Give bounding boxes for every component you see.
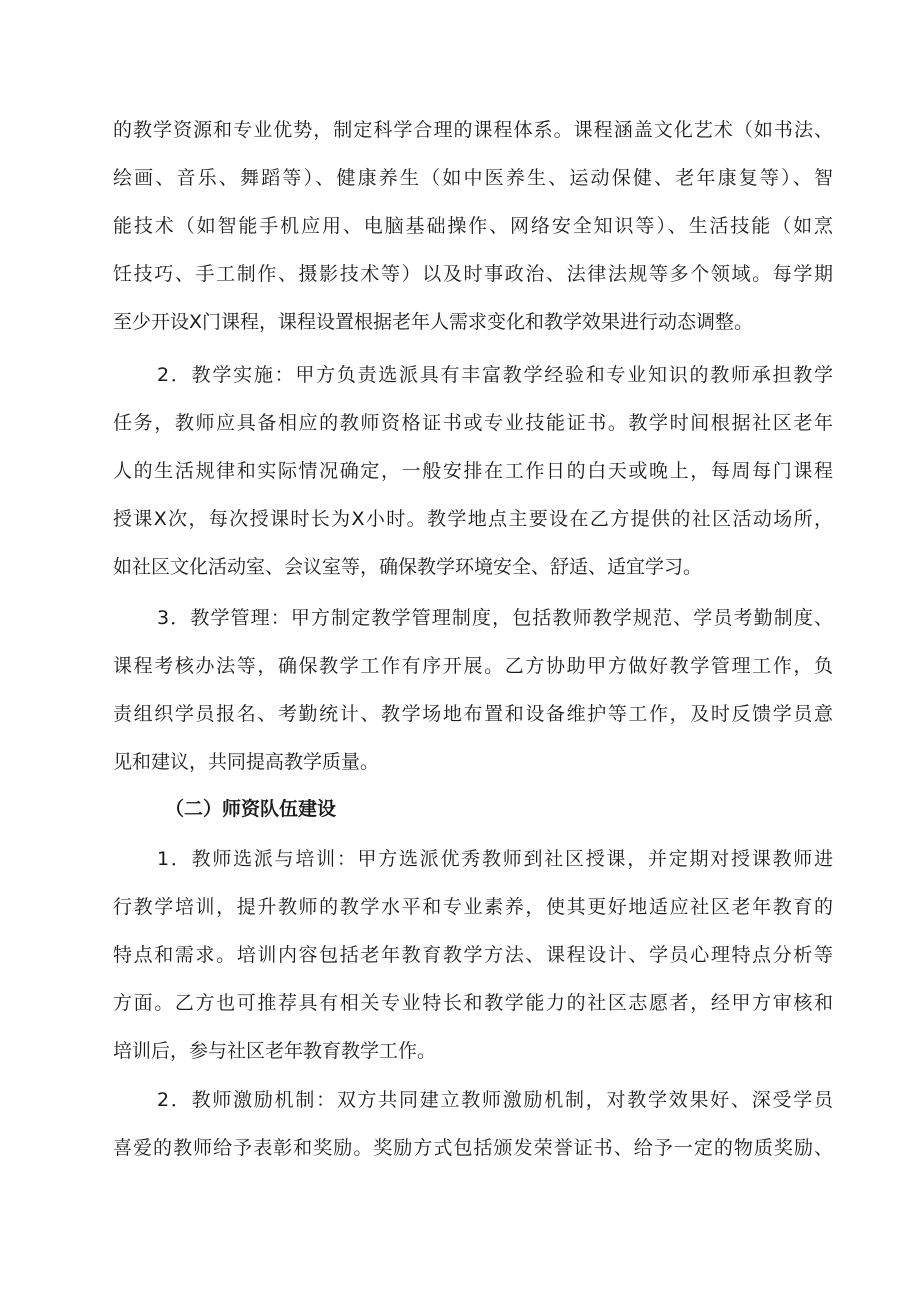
text-line: 课程考核办法等，确保教学工作有序开展。乙方协助甲方做好教学管理工作，负	[113, 655, 833, 677]
text-line: 如社区文化活动室、会议室等，确保教学环境安全、舒适、适宜学习。	[113, 556, 703, 578]
text-line: 任务，教师应具备相应的教师资格证书或专业技能证书。教学时间根据社区老年	[113, 412, 833, 434]
text-line: 喜爱的教师给予表彰和奖励。奖励方式包括颁发荣誉证书、给予一定的物质奖励、	[113, 1137, 833, 1159]
text-line: 授课X次，每次授课时长为X小时。教学地点主要设在乙方提供的社区活动场所，	[113, 508, 833, 530]
text-line: 3．教学管理：甲方制定教学管理制度，包括教师教学规范、学员考勤制度、	[157, 607, 833, 629]
section-heading: （二）师资队伍建设	[165, 798, 337, 820]
text-line: 2．教学实施：甲方负责选派具有丰富教学经验和专业知识的教师承担教学	[157, 364, 833, 386]
text-line: 2．教师激励机制：双方共同建立教师激励机制，对教学效果好、深受学员	[157, 1089, 833, 1111]
text-line: 绘画、音乐、舞蹈等）、健康养生（如中医养生、运动保健、老年康复等）、智	[113, 167, 833, 189]
text-line: 饪技巧、手工制作、摄影技术等）以及时事政治、法律法规等多个领域。每学期	[113, 263, 833, 285]
text-line: 培训后，参与社区老年教育教学工作。	[113, 1040, 437, 1062]
text-line: 至少开设X门课程，课程设置根据老年人需求变化和教学效果进行动态调整。	[113, 311, 754, 333]
text-line: 行教学培训，提升教师的教学水平和专业素养，使其更好地适应社区老年教育的	[113, 896, 833, 918]
text-line: 人的生活规律和实际情况确定，一般安排在工作日的白天或晚上，每周每门课程	[113, 460, 833, 482]
text-line: 责组织学员报名、考勤统计、教学场地布置和设备维护等工作，及时反馈学员意	[113, 703, 833, 725]
text-line: 特点和需求。培训内容包括老年教育教学方法、课程设计、学员心理特点分析等	[113, 944, 833, 966]
text-line: 方面。乙方也可推荐具有相关专业特长和教学能力的社区志愿者，经甲方审核和	[113, 992, 833, 1014]
text-line: 1．教师选派与培训：甲方选派优秀教师到社区授课，并定期对授课教师进	[157, 848, 833, 870]
text-line: 能技术（如智能手机应用、电脑基础操作、网络安全知识等）、生活技能（如烹	[113, 215, 833, 237]
text-line: 见和建议，共同提高教学质量。	[113, 751, 380, 773]
text-line: 的教学资源和专业优势，制定科学合理的课程体系。课程涵盖文化艺术（如书法、	[113, 119, 833, 141]
